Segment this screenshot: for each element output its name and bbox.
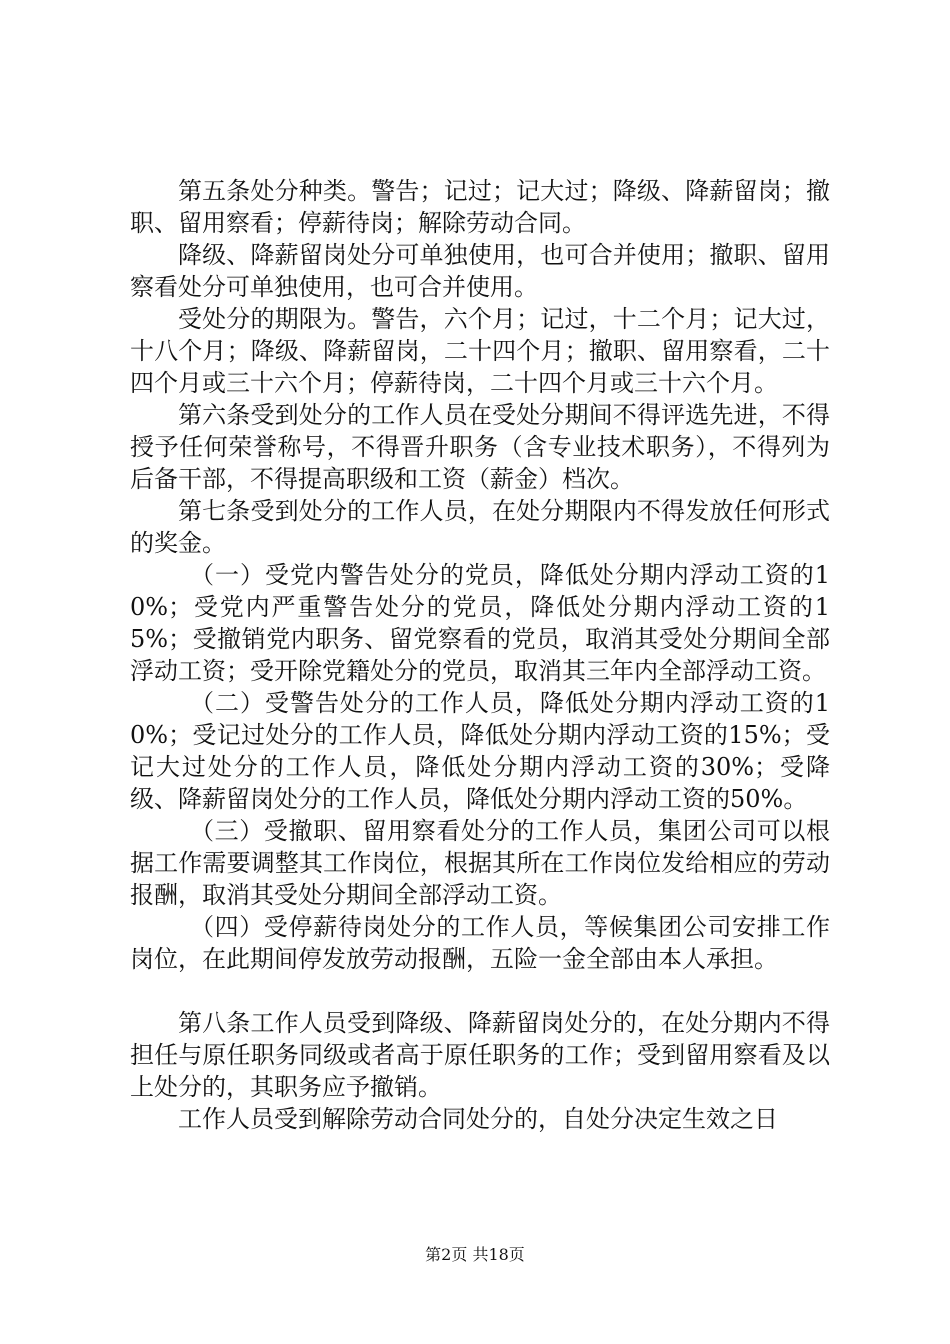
paragraph-article-7: 第七条受到处分的工作人员，在处分期限内不得发放任何形式的奖金。 (130, 497, 830, 557)
page-number-footer: 第2页 共18页 (425, 1245, 525, 1264)
paragraph-contract-termination: 工作人员受到解除劳动合同处分的，自处分决定生效之日 (178, 1105, 778, 1133)
paragraph-article-5: 第五条处分种类。警告；记过；记大过；降级、降薪留岗；撤职、留用察看；停薪待岗；解除劳动合同。 (130, 177, 830, 237)
paragraph-item-3: （三）受撤职、留用察看处分的工作人员，集团公司可以根据工作需要调整其工作岗位，根据其所在工作岗位发给相应的劳动报酬，取消其受处分期间全部浮动工资。 (130, 817, 830, 909)
paragraph-penalty-period: 受处分的期限为。警告，六个月；记过，十二个月；记大过，十八个月；降级、降薪留岗，二十四个月；撤职、留用察看，二十四个月或三十六个月；停薪待岗，二十四个月或三十六个月。 (130, 305, 830, 397)
paragraph-article-6: 第六条受到处分的工作人员在受处分期间不得评选先进，不得授予任何荣誉称号，不得晋升职务（含专业技术职务），不得列为后备干部，不得提高职级和工资（薪金）档次。 (130, 401, 830, 493)
paragraph-item-4: （四）受停薪待岗处分的工作人员，等候集团公司安排工作岗位，在此期间停发放劳动报酬，五险一金全部由本人承担。 (130, 913, 830, 973)
paragraph-combined-use: 降级、降薪留岗处分可单独使用，也可合并使用；撤职、留用察看处分可单独使用，也可合并使用。 (130, 241, 830, 301)
paragraph-item-1: （一）受党内警告处分的党员，降低处分期内浮动工资的10%；受党内严重警告处分的党员，降低处分期内浮动工资的15%；受撤销党内职务、留党察看的党员，取消其受处分期间全部浮动工资；受开除党籍处分的党员，取消其三年内全部浮动工资。 (130, 561, 830, 685)
document-body (130, 175, 830, 1135)
paragraph-item-2: （二）受警告处分的工作人员，降低处分期内浮动工资的10%；受记过处分的工作人员，降低处分期内浮动工资的15%；受记大过处分的工作人员，降低处分期内浮动工资的30%；受降级、降薪留岗处分的工作人员，降低处分期内浮动工资的50%。 (130, 689, 830, 813)
paragraph-article-8: 第八条工作人员受到降级、降薪留岗处分的，在处分期内不得担任与原任职务同级或者高于原任职务的工作；受到留用察看及以上处分的，其职务应予撤销。 (130, 1009, 830, 1101)
